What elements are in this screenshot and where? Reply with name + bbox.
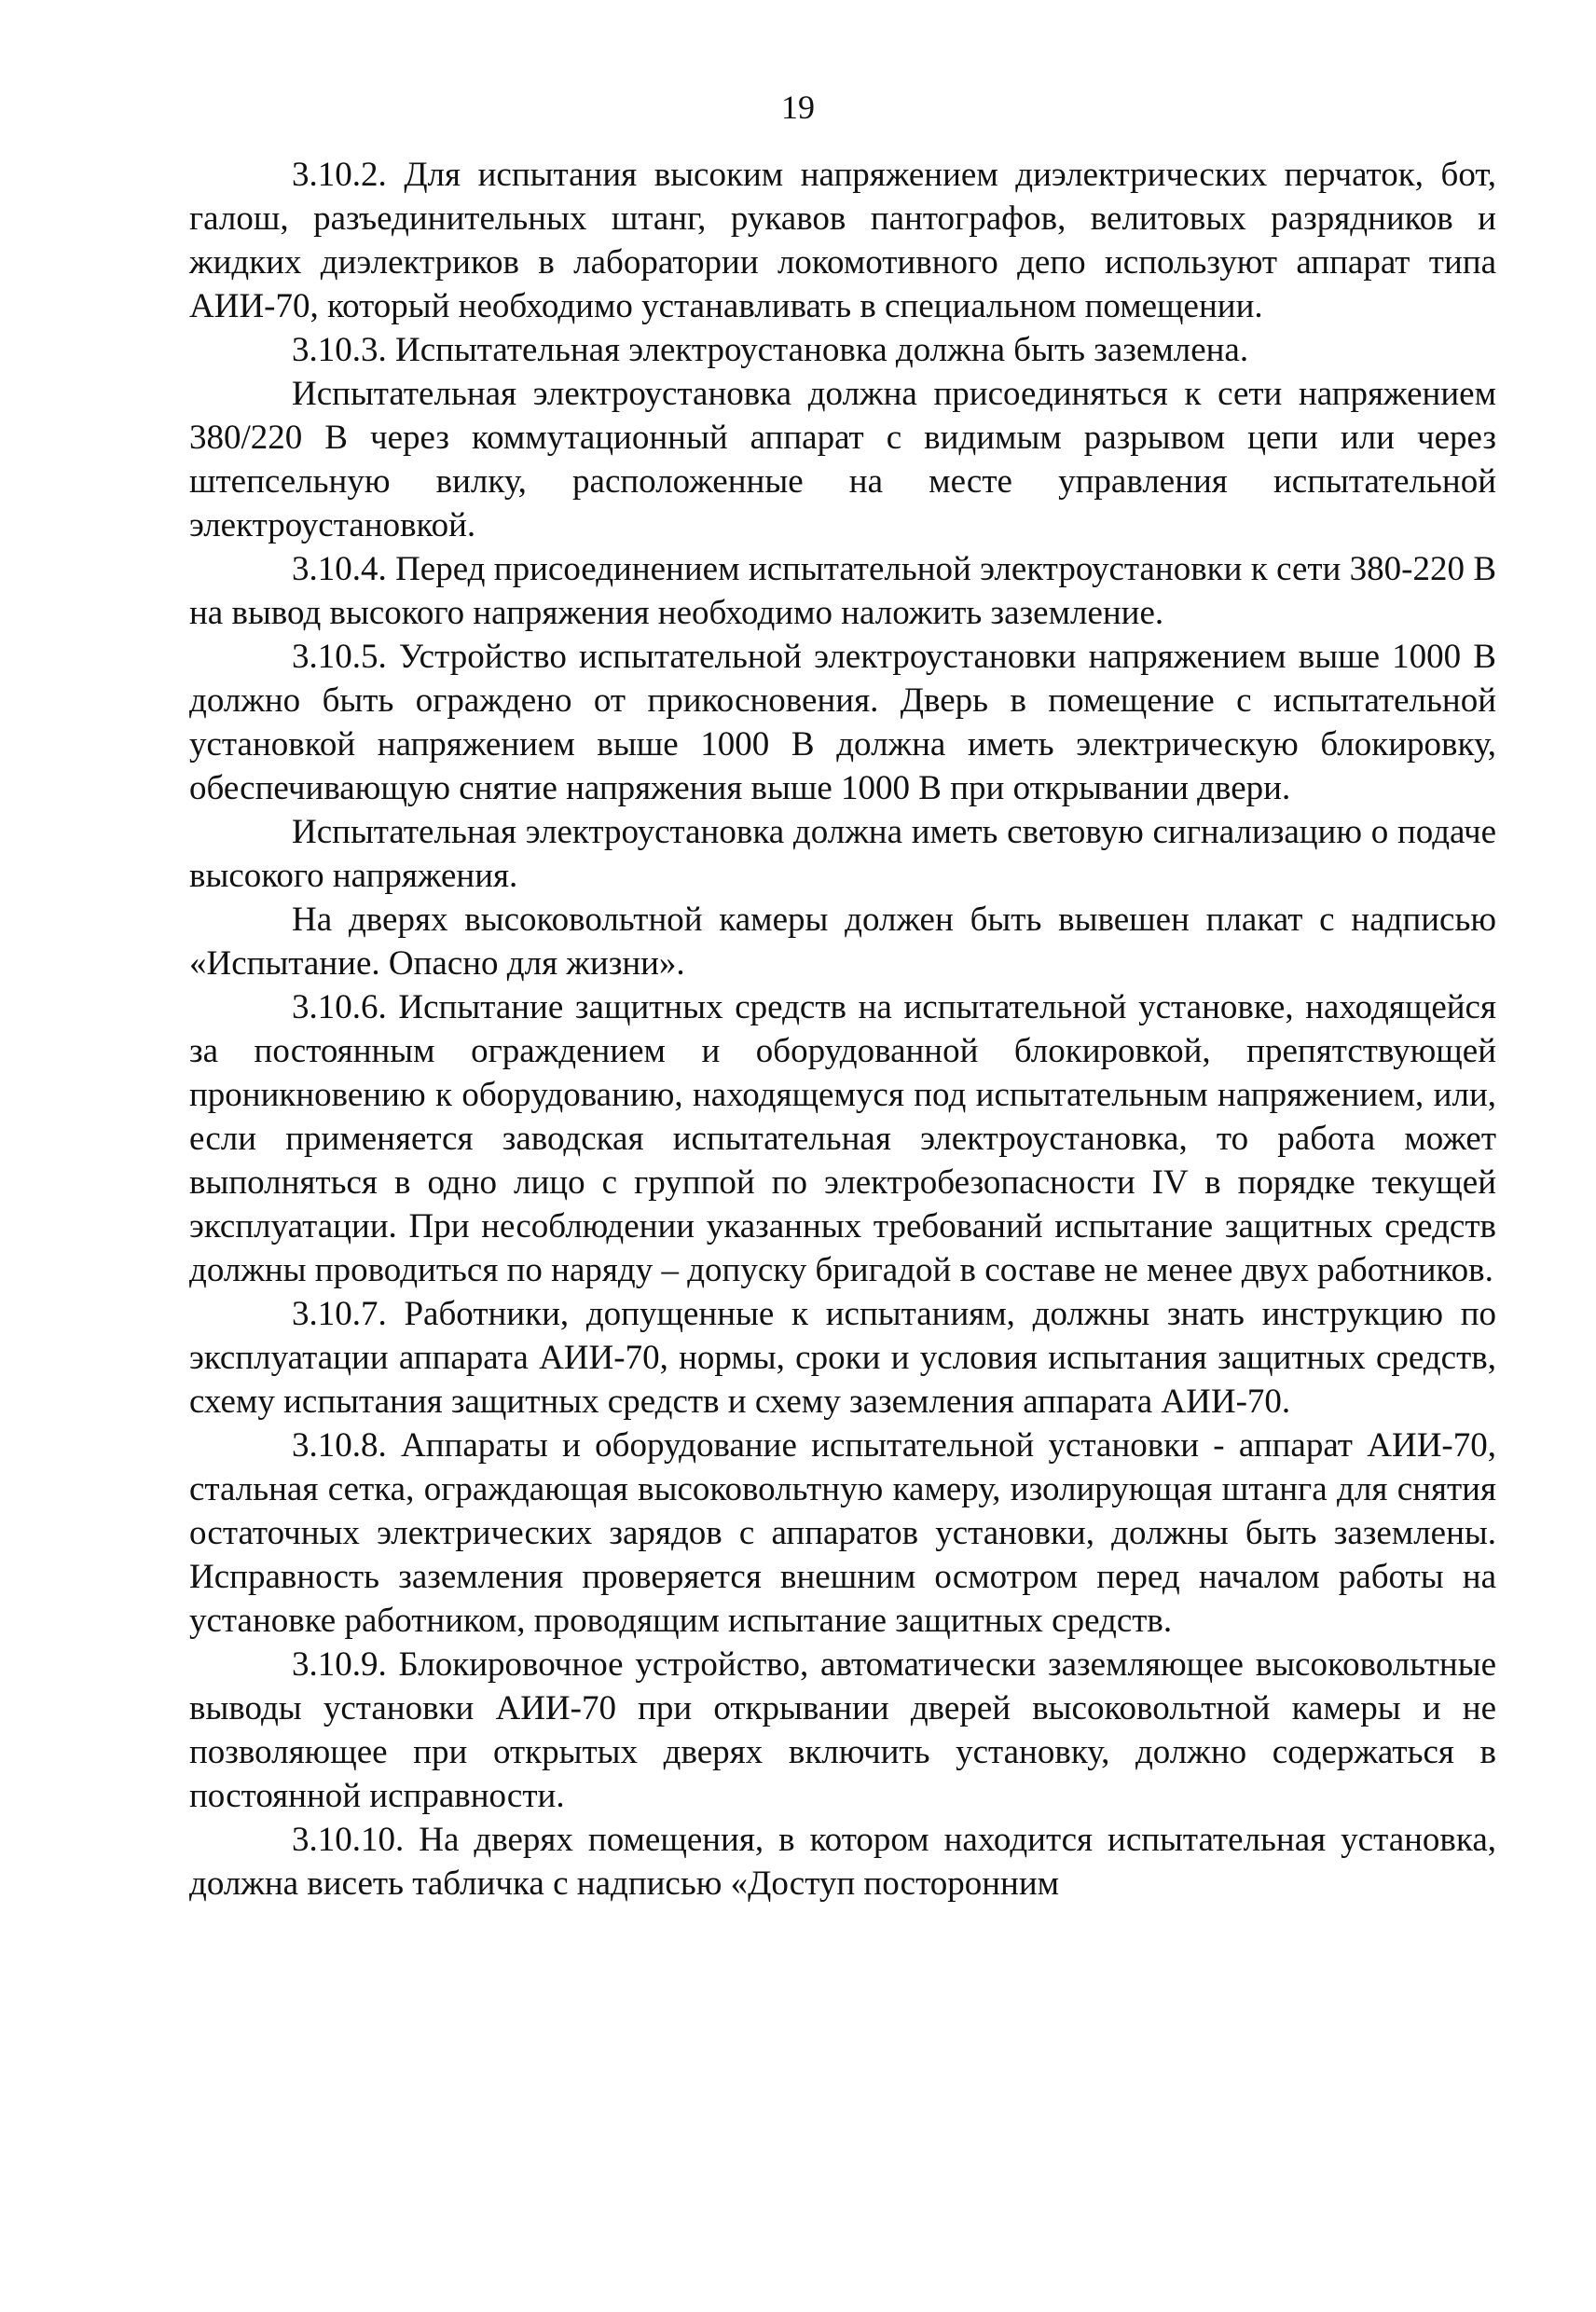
page-number: 19 — [781, 89, 815, 126]
paragraph-3-10-4: 3.10.4. Перед присоединением испытательной электроустановки к сети 380-220 В на вывод высокого напряжения необходимо наложить заземление. — [189, 550, 1496, 632]
paragraph-3-10-3: 3.10.3. Испытательная электроустановка должна быть заземлена. — [292, 331, 1249, 369]
paragraph-3-10-6: 3.10.6. Испытание защитных средств на испытательной установке, находящейся за постоянным ограждением и оборудованной блокировкой, препятствующей проникновению к оборудованию, находящемуся под испытательным напряжением, или, если применяется заводская испытательная электроустановка, то работа может выполняться в одно лицо с группой по электробезопасности IV в порядке текущей эксплуатации. При несоблюдении указанных требований испытание защитных средств должны проводиться по наряду – допуску бригадой в составе не менее двух работников. — [189, 988, 1496, 1289]
paragraph-3-10-2: 3.10.2. Для испытания высоким напряжением диэлектрических перчаток, бот, галош, разъединительных штанг, рукавов пантографов, велитовых разрядников и жидких диэлектриков в лаборатории локомотивного депо используют аппарат типа АИИ-70, который необходимо устанавливать в специальном помещении. — [189, 156, 1496, 325]
document-body — [189, 153, 1496, 1906]
paragraph-poster: На дверях высоковольтной камеры должен быть вывешен плакат с надписью «Испытание. Опасно для жизни». — [189, 901, 1496, 983]
paragraph-3-10-8: 3.10.8. Аппараты и оборудование испытательной установки - аппарат АИИ-70, стальная сетка, ограждающая высоковольтную камеру, изолирующая штанга для снятия остаточных электрических зарядов с аппаратов установки, должны быть заземлены. Исправность заземления проверяется внешним осмотром перед началом работы на установке работником, проводящим испытание защитных средств. — [189, 1426, 1496, 1640]
paragraph-3-10-9: 3.10.9. Блокировочное устройство, автоматически заземляющее высоковольтные выводы установки АИИ-70 при открывании дверей высоковольтной камеры и не позволяющее при открытых дверях включить установку, должно содержаться в постоянной исправности. — [189, 1645, 1496, 1815]
paragraph-3-10-7: 3.10.7. Работники, допущенные к испытаниям, должны знать инструкцию по эксплуатации аппарата АИИ-70, нормы, сроки и условия испытания защитных средств, схему испытания защитных средств и схему заземления аппарата АИИ-70. — [189, 1295, 1496, 1421]
paragraph-3-10-10: 3.10.10. На дверях помещения, в котором находится испытательная установка, должна висеть табличка с надписью «Доступ посторонним — [189, 1821, 1496, 1903]
paragraph-connection: Испытательная электроустановка должна присоединяться к сети напряжением 380/220 В через коммутационный аппарат с видимым разрывом цепи или через штепсельную вилку, расположенные на месте управления испытательной электроустановкой. — [189, 375, 1496, 544]
paragraph-3-10-5: 3.10.5. Устройство испытательной электроустановки напряжением выше 1000 В должно быть ограждено от прикосновения. Дверь в помещение с испытательной установкой напряжением выше 1000 В должна иметь электрическую блокировку, обеспечивающую снятие напряжения выше 1000 В при открывании двери. — [189, 638, 1496, 807]
paragraph-signalling: Испытательная электроустановка должна иметь световую сигнализацию о подаче высокого напряжения. — [189, 813, 1496, 895]
